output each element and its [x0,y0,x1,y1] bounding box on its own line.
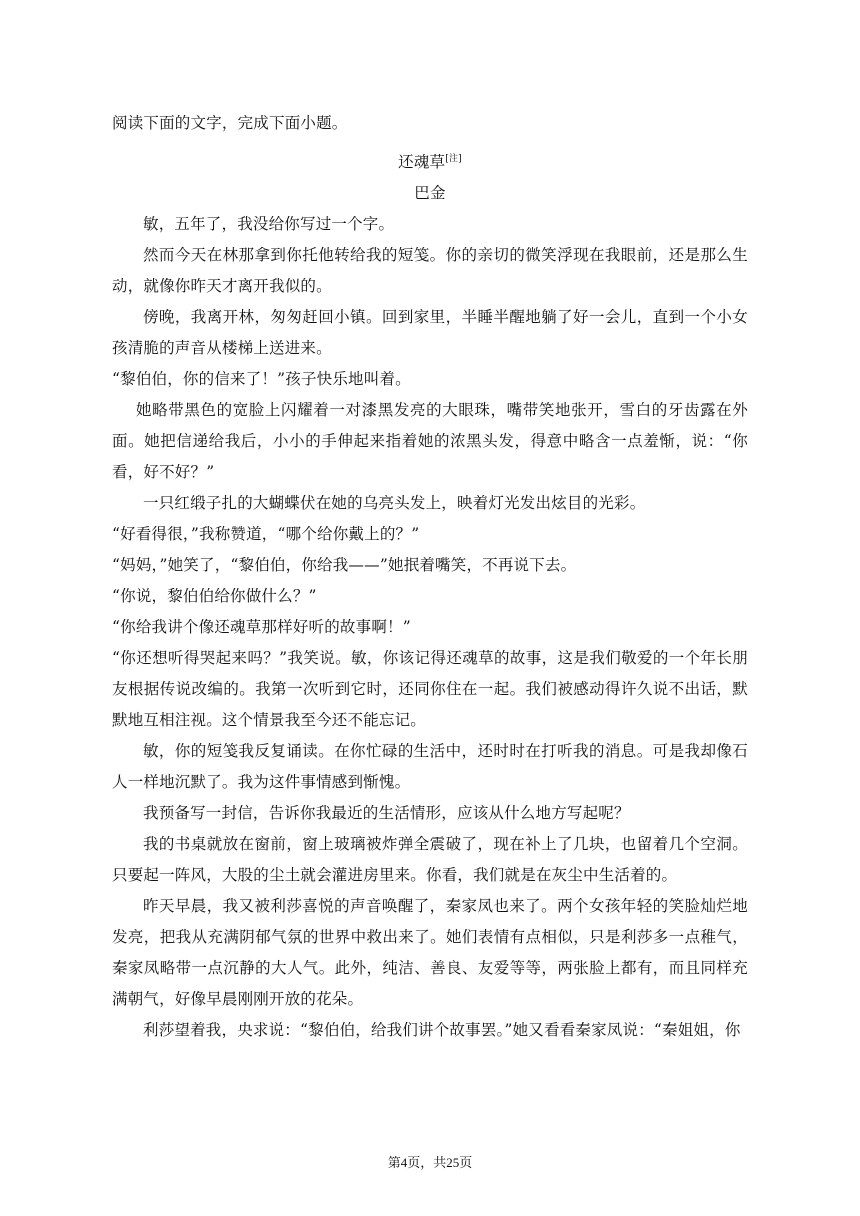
paragraph: 我预备写一封信，告诉你我最近的生活情形，应该从什么地方写起呢？ [143,804,630,822]
article-author: 巴金 [414,184,446,202]
dialogue-line: “妈妈，”她笑了，“黎伯伯，你给我——”她抿着嘴笑，不再说下去。 [112,556,577,574]
paragraph: 敏，你的短笺我反复诵读。在你忙碌的生活中，还时时在打听我的消息。可是我却像石人一样地沉默了。我为这件事情感到惭愧。 [112,742,748,791]
document-body [112,108,748,1046]
paragraph: 她略带黑色的宽脸上闪耀着一对漆黑发亮的大眼珠，嘴带笑地张开，雪白的牙齿露在外面。她把信递给我后，小小的手伸起来指着她的浓黑头发，得意中略含一点羞惭，说：“你看，好不好？” [112,401,748,481]
paragraph: 傍晚，我离开林，匆匆赶回小镇。回到家里，半睡半醒地躺了好一会儿，直到一个小女孩清脆的声音从楼梯上送进来。 [112,308,748,357]
article-title [112,147,748,178]
instruction-text: 阅读下面的文字，完成下面小题。 [112,114,348,132]
dialogue-line: “你给我讲个像还魂草那样好听的故事啊！” [112,618,411,636]
paragraph: 利莎望着我，央求说：“黎伯伯，给我们讲个故事罢。”她又看看秦家凤说：“秦姐姐，你 [143,1021,741,1039]
paragraph: 我的书桌就放在窗前，窗上玻璃被炸弹全震破了，现在补上了几块，也留着几个空洞。只要起一阵风，大股的尘土就会灌进房里来。你看，我们就是在灰尘中生活着的。 [112,835,748,884]
dialogue-line: “好看得很，”我称赞道，“哪个给你戴上的？” [112,525,420,543]
paragraph: 昨天早晨，我又被利莎喜悦的声音唤醒了，秦家凤也来了。两个女孩年轻的笑脸灿烂地发亮，把我从充满阴郁气氛的世界中救出来了。她们表情有点相似，只是利莎多一点稚气，秦家凤略带一点沉静的大人气。此外，纯洁、善良、友爱等等，两张脸上都有，而且同样充满朝气，好像早晨刚刚开放的花朵。 [112,897,748,1008]
paragraph: 然而今天在林那拿到你托他转给我的短笺。你的亲切的微笑浮现在我眼前，还是那么生动，就像你昨天才离开我似的。 [112,246,748,295]
dialogue-line: “你说，黎伯伯给你做什么？” [112,587,317,605]
paragraph: 敏，五年了，我没给你写过一个字。 [143,215,395,233]
dialogue-line: “黎伯伯，你的信来了！”孩子快乐地叫着。 [112,370,411,388]
dialogue-line: “你还想听得哭起来吗？”我笑说。敏，你该记得还魂草的故事，这是我们敬爱的一个年长朋友根据传说改编的。我第一次听到它时，还同你住在一起。我们被感动得许久说不出话，默默地互相注视。这个情景我至今还不能忘记。 [112,649,748,729]
title-footnote-mark: [注] [445,153,462,164]
paragraph: 一只红缎子扎的大蝴蝶伏在她的乌亮头发上，映着灯光发出炫目的光彩。 [143,494,646,512]
article-title-text: 还魂草 [398,153,446,171]
page-number-footer: 第4页，共25页 [387,1155,473,1170]
